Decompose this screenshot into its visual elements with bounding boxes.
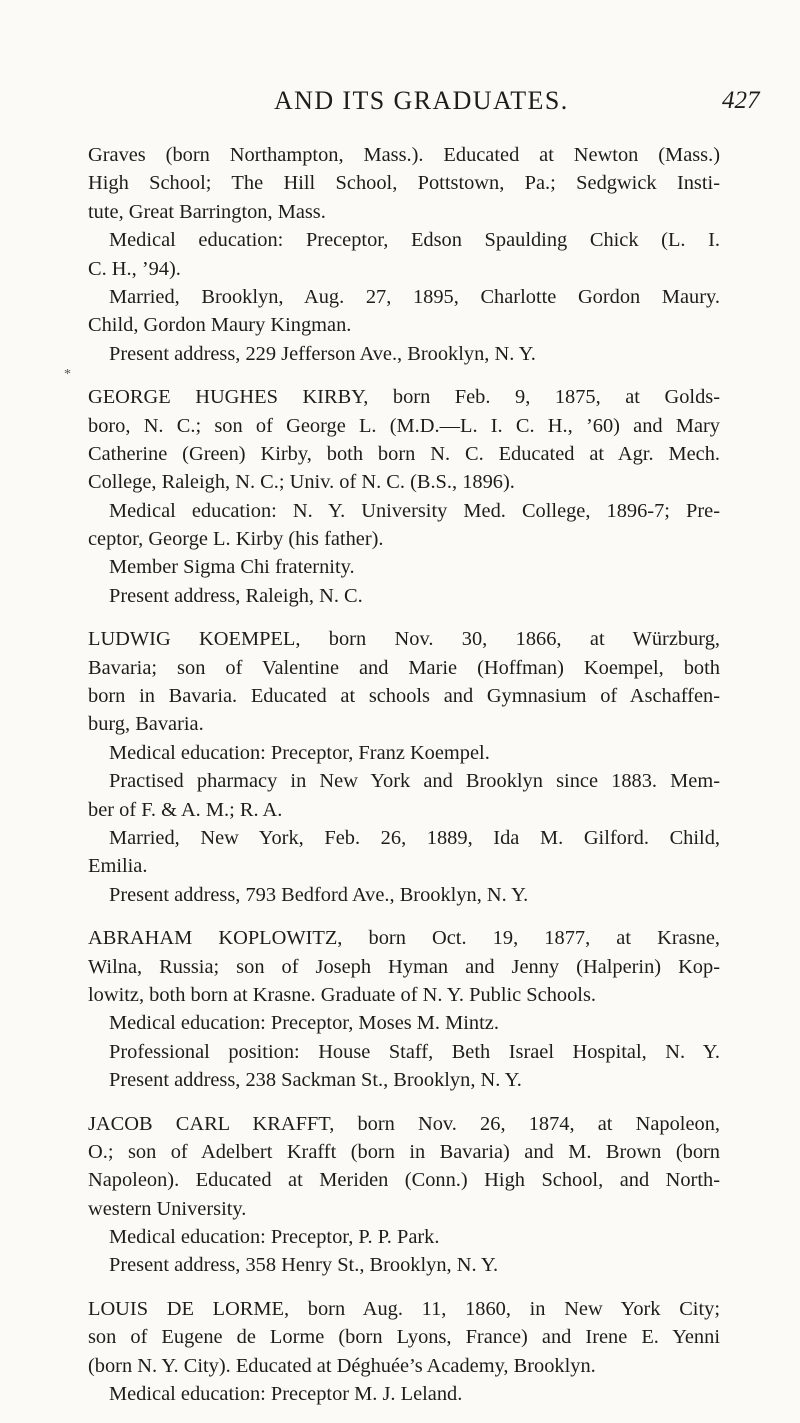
text-line: tute, Great Barrington, Mass. [88, 200, 326, 223]
text-line: Emilia. [88, 855, 148, 878]
text-line: Medical education: Preceptor M. J. Leland. [109, 1383, 463, 1406]
text-line: Married, Brooklyn, Aug. 27, 1895, Charlotte Gordon Maury. [109, 285, 720, 308]
text-line: western University. [88, 1197, 247, 1220]
margin-mark: * [64, 367, 71, 382]
text-line: Graves (born Northampton, Mass.). Educated at Newton (Mass.) [88, 144, 720, 166]
text-line: Present address, Raleigh, N. C. [109, 584, 363, 607]
text-line: Medical education: Preceptor, Franz Koempel. [109, 741, 490, 764]
text-line: born in Bavaria. Educated at schools and Gymnasium of Aschaffen- [88, 685, 720, 708]
text-line: LUDWIG KOEMPEL, born Nov. 30, 1866, at Würzburg, [88, 628, 720, 651]
text-line: Napoleon). Educated at Meriden (Conn.) High School, and North- [88, 1169, 720, 1192]
text-line: Medical education: Preceptor, P. P. Park. [109, 1226, 440, 1249]
text-line: Professional position: House Staff, Beth Israel Hospital, N. Y. [109, 1040, 720, 1063]
text-line: C. H., ’94). [88, 257, 181, 280]
text-line: GEORGE HUGHES KIRBY, born Feb. 9, 1875, at Golds- [88, 386, 720, 409]
text-line: son of Eugene de Lorme (born Lyons, France) and Irene E. Yenni [88, 1326, 720, 1349]
text-line: (born N. Y. City). Educated at Déghuée’s Academy, Brooklyn. [88, 1354, 596, 1377]
text-line: Present address, 793 Bedford Ave., Brooklyn, N. Y. [109, 883, 529, 906]
text-line: Child, Gordon Maury Kingman. [88, 314, 352, 337]
text-line: Catherine (Green) Kirby, both born N. C. Educated at Agr. Mech. [88, 442, 720, 465]
biography-entry [88, 141, 720, 368]
text-line: Medical education: Preceptor, Edson Spaulding Chick (L. I. [109, 229, 720, 252]
text-line: Medical education: N. Y. University Med. College, 1896-7; Pre- [109, 499, 720, 522]
text-line: ber of F. & A. M.; R. A. [88, 798, 283, 821]
text-line: Practised pharmacy in New York and Brooklyn since 1883. Mem- [109, 770, 720, 793]
text-line: College, Raleigh, N. C.; Univ. of N. C. (B.S., 1896). [88, 471, 515, 494]
text-line: Present address, 229 Jefferson Ave., Brooklyn, N. Y. [109, 342, 536, 365]
text-line: ABRAHAM KOPLOWITZ, born Oct. 19, 1877, at Krasne, [88, 927, 720, 950]
text-line: O.; son of Adelbert Krafft (born in Bavaria) and M. Brown (born [88, 1140, 720, 1163]
biography-entry [88, 383, 720, 610]
text-line: Member Sigma Chi fraternity. [109, 556, 355, 579]
running-title: AND ITS GRADUATES. [274, 86, 569, 115]
text-line: ceptor, George L. Kirby (his father). [88, 528, 384, 551]
biography-entry [88, 1110, 720, 1280]
text-line: Married, New York, Feb. 26, 1889, Ida M. Gilford. Child, [109, 826, 720, 849]
biography-entry [88, 1295, 720, 1409]
text-line: Present address, 238 Sackman St., Brooklyn, N. Y. [109, 1069, 522, 1092]
text-line: High School; The Hill School, Pottstown, Pa.; Sedgwick Insti- [88, 172, 720, 195]
text-line: boro, N. C.; son of George L. (M.D.—L. I. C. H., ’60) and Mary [88, 414, 720, 437]
biography-entry [88, 924, 720, 1094]
text-line: Bavaria; son of Valentine and Marie (Hoffman) Koempel, both [88, 656, 720, 679]
text-line: lowitz, both born at Krasne. Graduate of N. Y. Public Schools. [88, 983, 596, 1006]
page-body [88, 141, 720, 1423]
biography-entry [88, 625, 720, 909]
text-line: Wilna, Russia; son of Joseph Hyman and Jenny (Halperin) Kop- [88, 955, 720, 978]
text-line: Present address, 358 Henry St., Brooklyn, N. Y. [109, 1254, 499, 1277]
text-line: burg, Bavaria. [88, 713, 204, 736]
text-line: Medical education: Preceptor, Moses M. Mintz. [109, 1012, 499, 1035]
page-header [0, 86, 800, 126]
text-line: LOUIS DE LORME, born Aug. 11, 1860, in New York City; [88, 1297, 720, 1320]
text-line: JACOB CARL KRAFFT, born Nov. 26, 1874, at Napoleon, [88, 1112, 720, 1135]
page-number: 427 [722, 87, 760, 114]
